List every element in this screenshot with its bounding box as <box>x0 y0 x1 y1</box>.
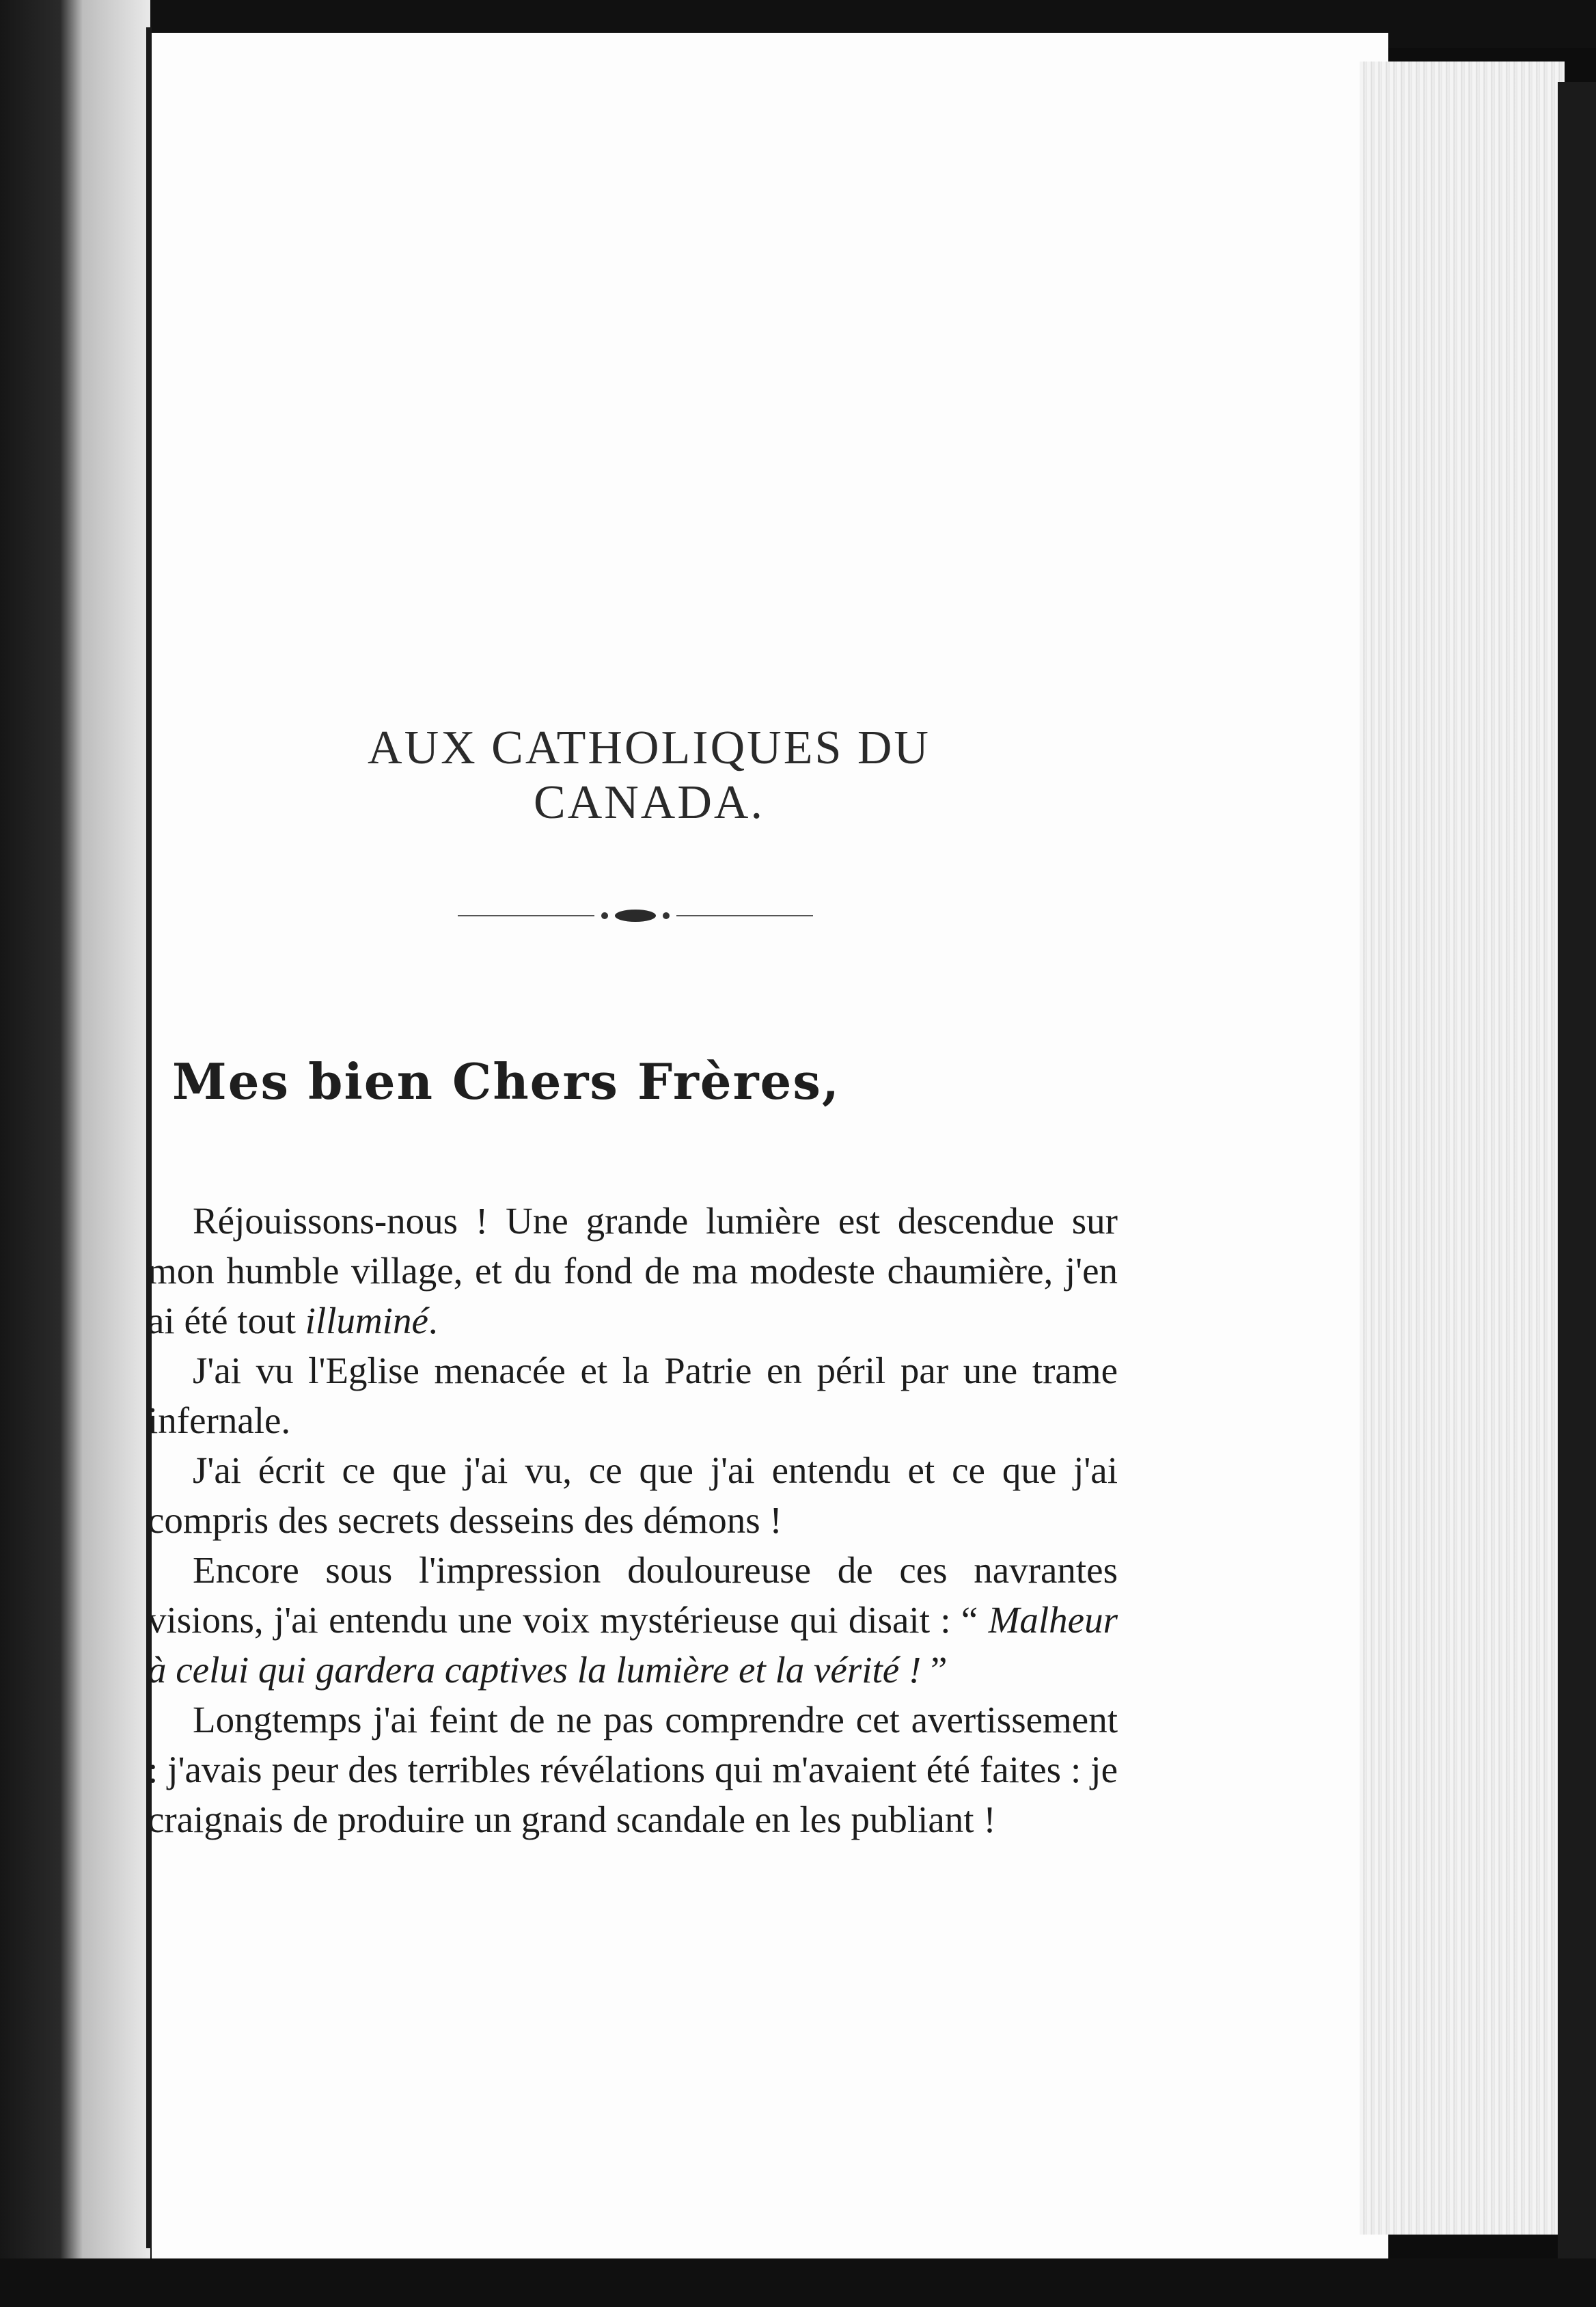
paragraph-3 <box>148 1445 1118 1545</box>
body-text <box>148 1196 1118 1844</box>
ornament-divider <box>458 902 813 929</box>
paragraph-5 <box>148 1695 1118 1844</box>
salutation: Mes bien Chers Frères, <box>172 1052 840 1110</box>
scan-right-border <box>1558 82 1596 2307</box>
paragraph-3-text: J'ai écrit ce que j'ai vu, ce que j'ai entendu et ce que j'ai compris des secrets desseins des démons ! <box>148 1449 1118 1541</box>
paragraph-4-text: Encore sous l'impression douloureuse de ces navrantes visions, j'ai entendu une voix mystérieuse qui disait : “ <box>148 1549 1118 1641</box>
paragraph-1 <box>148 1196 1118 1346</box>
paragraph-1-text: Réjouissons-nous ! Une grande lumière est descendue sur mon humble village, et du fond de ma modeste chaumière, j'en ai été tout <box>148 1200 1118 1341</box>
paragraph-4 <box>148 1545 1118 1695</box>
previous-page-strip <box>0 0 150 2307</box>
paragraph-4-end: ” <box>921 1649 948 1691</box>
paragraph-1-end: . <box>428 1300 438 1341</box>
paragraph-5-text: Longtemps j'ai feint de ne pas comprendre cet avertissement : j'avais peur des terribles révélations qui m'avaient été faites : je craignais de produire un grand scandale en les publiant ! <box>148 1699 1118 1840</box>
page-heading: AUX CATHOLIQUES DU CANADA. <box>368 722 931 829</box>
paragraph-2-text: J'ai vu l'Eglise menacée et la Patrie en péril par une trame infernale. <box>148 1350 1118 1441</box>
book-page <box>152 33 1388 2262</box>
page-stack-edge <box>1360 62 1565 2235</box>
paragraph-4-italic: Malheur à celui qui gardera captives la lumière et la vérité ! <box>148 1599 1118 1691</box>
binding-line <box>146 27 152 2248</box>
scan-bottom-border <box>0 2258 1596 2307</box>
paragraph-1-italic: illuminé <box>305 1300 428 1341</box>
paragraph-2 <box>148 1346 1118 1445</box>
